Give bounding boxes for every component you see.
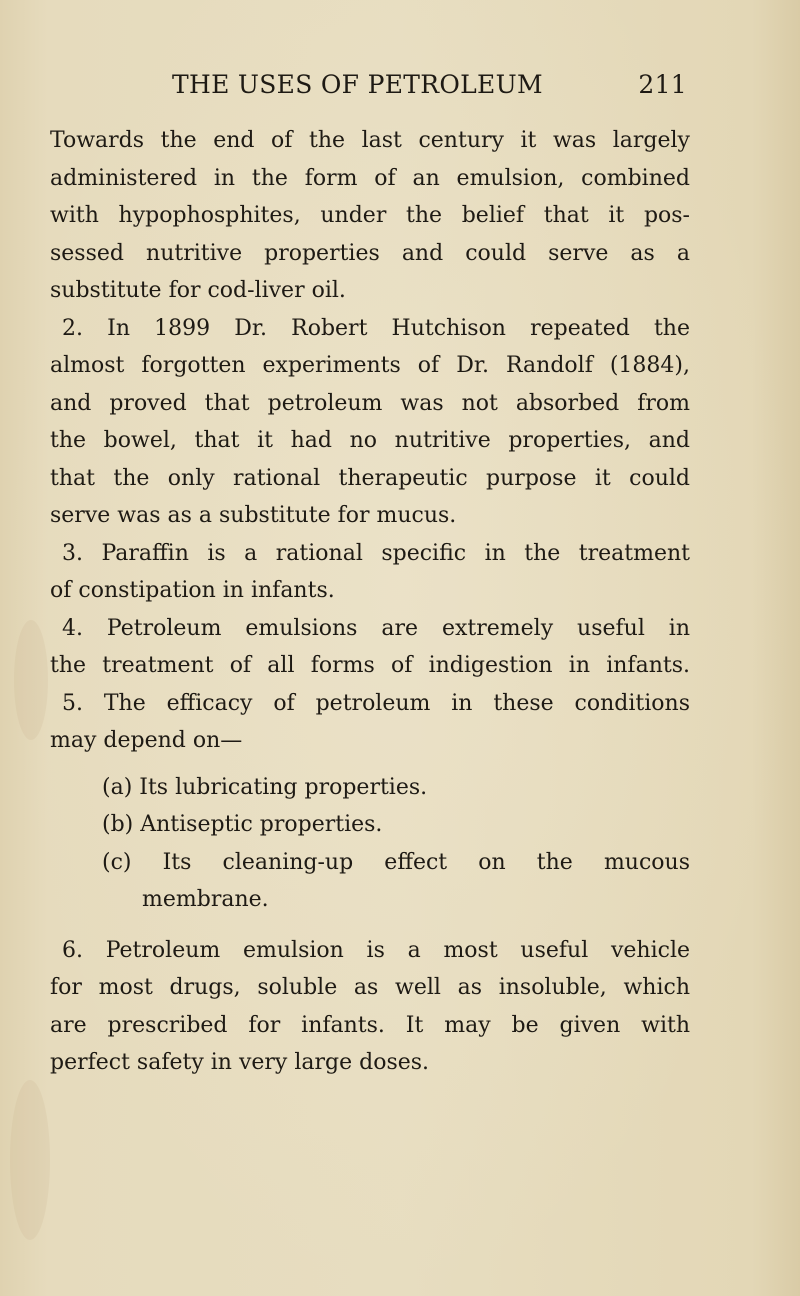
text-line: for most drugs, soluble as well as insoluble, which <box>50 975 690 1000</box>
text-line: 6. Petroleum emulsion is a most useful vehicle <box>62 937 690 963</box>
sub-item-a: (a) Its lubricating properties. <box>102 774 428 800</box>
text-line: almost forgotten experiments of Dr. Randolf (1884), <box>50 353 690 378</box>
text-line: may depend on— <box>50 728 243 753</box>
text-line: 3. Paraffin is a rational specific in the treatment <box>62 540 690 566</box>
paragraph-point-5 <box>50 685 690 760</box>
sub-item-b: (b) Antiseptic properties. <box>102 812 383 837</box>
spacer <box>50 919 690 932</box>
paper-stain <box>10 1080 50 1240</box>
text-line: perfect safety in very large doses. <box>50 1050 430 1075</box>
text-line: that the only rational therapeutic purpose it could <box>50 465 690 491</box>
text-line: Towards the end of the last century it was largely <box>50 128 690 153</box>
paragraph-point-4 <box>50 610 690 685</box>
paragraph-intro <box>50 122 690 310</box>
text-line: substitute for cod-liver oil. <box>50 278 346 303</box>
spacer <box>50 760 690 769</box>
sub-item-c-continued: membrane. <box>142 887 269 912</box>
sub-list <box>102 769 690 919</box>
text-line: of constipation in infants. <box>50 578 335 603</box>
text-line: and proved that petroleum was not absorbed from <box>50 390 690 416</box>
text-line: administered in the form of an emulsion, combined <box>50 165 690 191</box>
paragraph-point-6 <box>50 932 690 1082</box>
text-line: with hypophosphites, under the belief that it pos- <box>50 203 690 228</box>
paragraph-point-2 <box>50 310 690 535</box>
text-line: serve was as a substitute for mucus. <box>50 503 457 528</box>
text-line: sessed nutritive properties and could serve as a <box>50 240 690 266</box>
running-title: THE USES OF PETROLEUM <box>172 70 543 99</box>
paragraph-point-3 <box>50 535 690 610</box>
sub-item-c: (c) Its cleaning-up effect on the mucous <box>102 849 690 875</box>
paper-stain <box>14 620 48 740</box>
text-line: the treatment of all forms of indigestion in infants. <box>50 653 690 678</box>
text-line: the bowel, that it had no nutritive properties, and <box>50 428 690 453</box>
text-line: 5. The efficacy of petroleum in these conditions <box>62 690 690 716</box>
text-line: are prescribed for infants. It may be given with <box>50 1012 690 1038</box>
text-line: 4. Petroleum emulsions are extremely useful in <box>62 615 690 641</box>
body-text <box>50 122 690 1082</box>
text-line: 2. In 1899 Dr. Robert Hutchison repeated the <box>62 315 690 341</box>
page-number: 211 <box>638 70 687 99</box>
page-header <box>172 70 687 110</box>
